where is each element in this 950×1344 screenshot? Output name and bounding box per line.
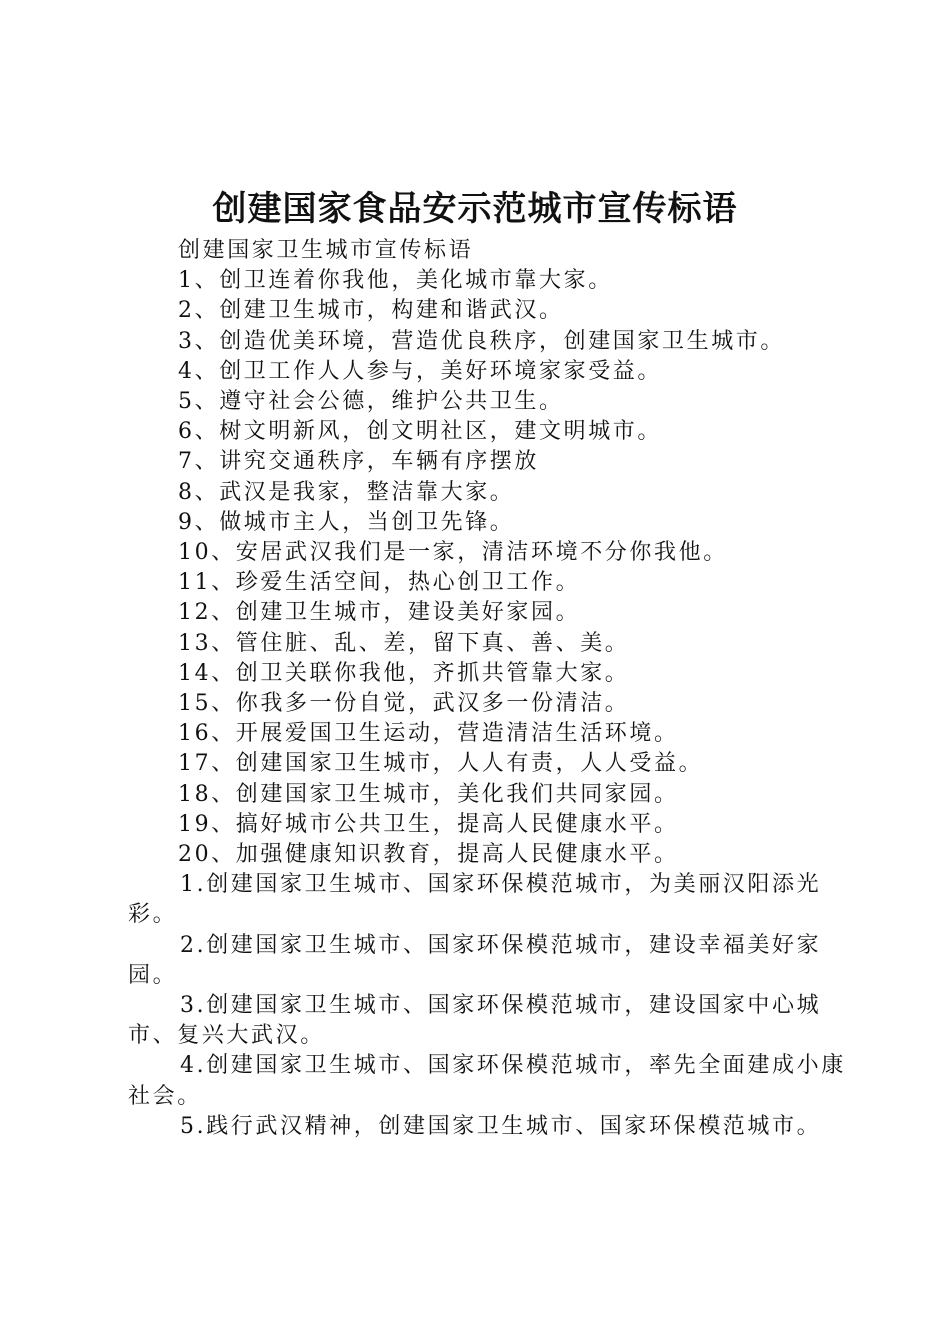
- document-body: [128, 236, 848, 1142]
- slogan-line: 8、武汉是我家，整洁靠大家。: [178, 479, 515, 505]
- slogan-line: 13、管住脏、乱、差，留下真、善、美。: [178, 630, 630, 656]
- slogan-line: 14、创卫关联你我他，齐抓共管靠大家。: [178, 660, 630, 686]
- slogan-line: 18、创建国家卫生城市，美化我们共同家园。: [178, 781, 679, 807]
- slogan-line: 6、树文明新风，创文明社区，建文明城市。: [178, 419, 662, 445]
- slogan-line: 9、做城市主人，当创卫先锋。: [178, 509, 515, 535]
- slogan-line: 15、你我多一份自觉，武汉多一份清洁。: [178, 691, 630, 717]
- slogan-line: 20、加强健康知识教育，提高人民健康水平。: [178, 842, 679, 868]
- extra-slogan-paragraph: 4.创建国家卫生城市、国家环保模范城市，率先全面建成小康社会。: [128, 1053, 846, 1109]
- slogan-line: 1、创卫连着你我他，美化城市靠大家。: [178, 268, 613, 294]
- extra-slogan-paragraph: 1.创建国家卫生城市、国家环保模范城市，为美丽汉阳添光彩。: [128, 872, 822, 928]
- slogan-line: 5、遵守社会公德，维护公共卫生。: [178, 389, 564, 415]
- slogan-line: 4、创卫工作人人参与，美好环境家家受益。: [178, 358, 662, 384]
- slogan-line: 11、珍爱生活空间，热心创卫工作。: [178, 570, 581, 596]
- slogan-line: 2、创建卫生城市，构建和谐武汉。: [178, 298, 564, 324]
- slogan-line: 10、安居武汉我们是一家，清洁环境不分你我他。: [178, 540, 728, 566]
- slogan-line: 19、搞好城市公共卫生，提高人民健康水平。: [178, 811, 679, 837]
- slogan-line: 3、创造优美环境，营造优良秩序，创建国家卫生城市。: [178, 328, 785, 354]
- slogan-line: 7、讲究交通秩序，车辆有序摆放: [178, 449, 539, 475]
- extra-slogan-paragraph: 5.践行武汉精神，创建国家卫生城市、国家环保模范城市。: [180, 1113, 822, 1139]
- slogan-line: 16、开展爱国卫生运动，营造清洁生活环境。: [178, 721, 679, 747]
- document-title: 创建国家食品安示范城市宣传标语: [212, 189, 738, 229]
- extra-slogan-paragraph: 3.创建国家卫生城市、国家环保模范城市，建设国家中心城市、复兴大武汉。: [128, 993, 822, 1049]
- slogan-line: 12、创建卫生城市，建设美好家园。: [178, 600, 581, 626]
- section-heading: 创建国家卫生城市宣传标语: [178, 238, 474, 263]
- slogan-line: 17、创建国家卫生城市，人人有责，人人受益。: [178, 751, 704, 777]
- extra-slogan-paragraph: 2.创建国家卫生城市、国家环保模范城市，建设幸福美好家园。: [128, 932, 822, 988]
